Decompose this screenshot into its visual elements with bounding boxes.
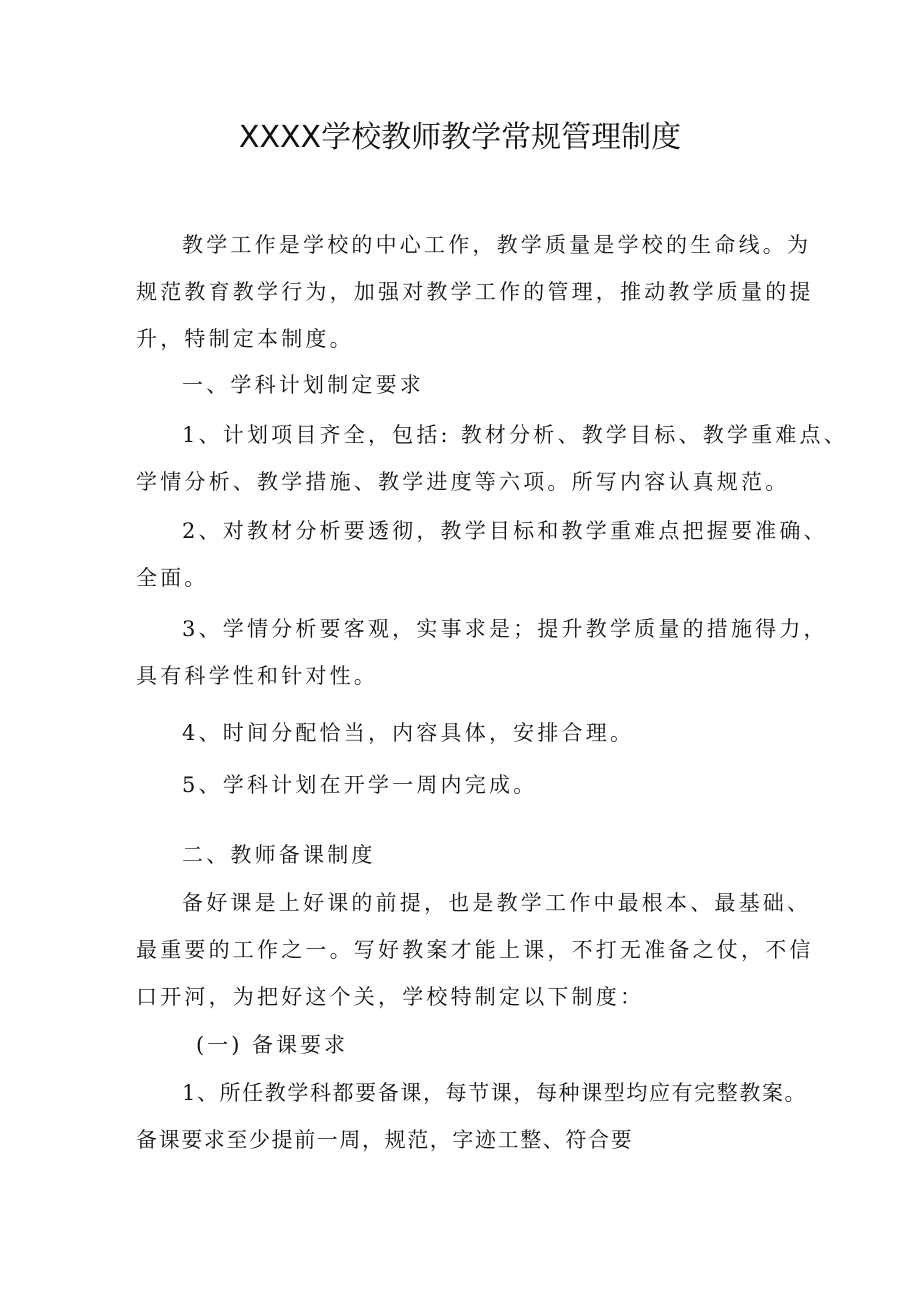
section-2-item-1-line-1: 1、所任教学科都要备课，每节课，每种课型均应有完整教案。 [182, 1081, 808, 1105]
section-1-item-4 [136, 710, 796, 757]
section-1-item-3 [136, 606, 828, 700]
section-2-intro-line-1: 备好课是上好课的前提，也是教学工作中最根本、最基础、 [182, 891, 812, 915]
section-1-item-2 [136, 508, 828, 602]
intro-paragraph [136, 222, 814, 363]
document-title: XXXX学校教师教学常规管理制度 [238, 120, 682, 155]
section-1-item-3-line-2: 具有科学性和针对性。 [136, 664, 378, 688]
section-2-intro-line-2: 最重要的工作之一。写好教案才能上课，不打无准备之仗，不信 [136, 938, 814, 962]
intro-line-2: 规范教育教学行为，加强对教学工作的管理，推动教学质量的提 [136, 280, 814, 304]
section-2-item-1 [136, 1070, 808, 1164]
section-2-intro-line-3: 口开河，为把好这个关，学校特制定以下制度： [136, 985, 645, 1009]
section-1-item-5-line-1: 5、学科计划在开学一周内完成。 [182, 773, 538, 797]
intro-line-1: 教学工作是学校的中心工作，教学质量是学校的生命线。为 [182, 233, 812, 257]
section-2-heading: 二、教师备课制度 [182, 843, 376, 867]
section-2-intro-paragraph [136, 880, 814, 1021]
intro-line-3: 升，特制定本制度。 [136, 327, 354, 351]
section-1-heading: 一、学科计划制定要求 [182, 373, 424, 397]
section-1-item-1-line-2: 学情分析、教学措施、教学进度等六项。所写内容认真规范。 [136, 470, 790, 494]
section-2-sub-heading: (一) 备课要求 [196, 1033, 349, 1057]
section-1-item-3-line-1: 3、学情分析要客观，实事求是；提升教学质量的措施得力， [182, 617, 828, 641]
section-2-item-1-line-2: 备课要求至少提前一周，规范，字迹工整、符合要 [136, 1128, 634, 1152]
section-1-item-5 [136, 762, 796, 809]
section-1-item-4-line-1: 4、时间分配恰当，内容具体，安排合理。 [182, 721, 635, 745]
section-1-item-1-line-1: 1、计划项目齐全，包括: 教材分析、教学目标、教学重难点、 [182, 423, 848, 447]
section-1-item-2-line-2: 全面。 [136, 566, 209, 590]
section-1-item-2-line-1: 2、对教材分析要透彻，教学目标和教学重难点把握要准确、 [182, 519, 828, 543]
section-1-item-1 [136, 412, 848, 506]
